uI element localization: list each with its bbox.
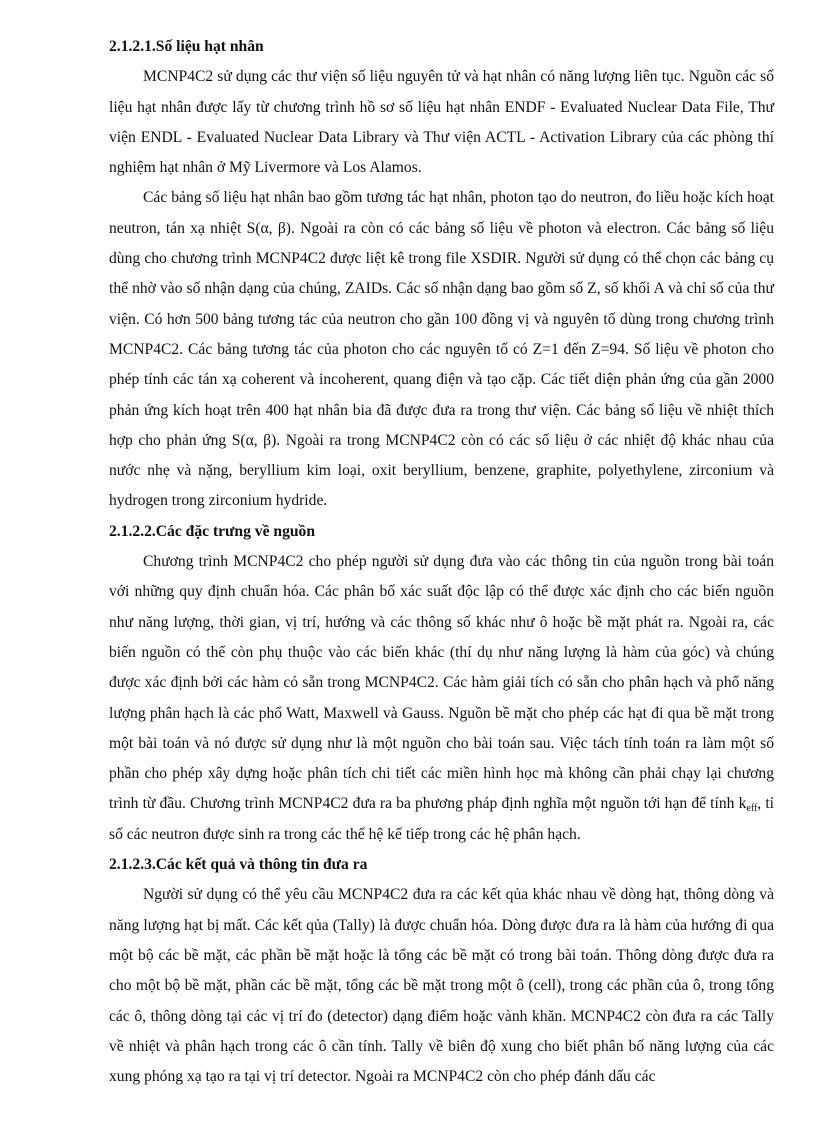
paragraph: Người sử dụng có thể yêu cầu MCNP4C2 đưa ra các kết qủa khác nhau về dòng hạt, thông dòng và năng lượng hạt bị mất. Các kết qủa (Tally) là được chuẩn hóa. Dòng được đưa ra là hàm của hướng đi qua một bộ các bề mặt, các phần bề mặt hoặc là tổng các bề mặt có trong bài toán. Thông dòng được đưa ra cho một bộ bề mặt, phần các bề mặt, tổng các bề mặt trong một ô (cell), trong các phần của ô, trong tổng các ô, thông dòng tại các vị trí đo (detector) dạng điểm hoặc vành khăn. MCNP4C2 còn đưa ra các Tally về nhiệt và phân hạch trong các ô cần tính. Tally về biên độ xung cho biết phân bố năng lượng của các xung phóng xạ tạo ra tại vị trí detector. Ngoài ra MCNP4C2 còn cho phép đánh dấu các (109, 886, 774, 1086)
paragraph: Các bảng số liệu hạt nhân bao gồm tương tác hạt nhân, photon tạo do neutron, đo liều hoặc kích hoạt neutron, tán xạ nhiệt S(α, β). Ngoài ra còn có các bảng số liệu về photon và electron. Các bảng số liệu dùng cho chương trình MCNP4C2 được liệt kê trong file XSDIR. Người sử dụng có thể chọn các bảng cụ thể nhờ vào số nhận dạng của chúng, ZAIDs. Các số nhận dạng bao gồm số Z, số khối A và chỉ số của thư viện. Có hơn 500 bảng tương tác của neutron cho gần 100 đồng vị và nguyên tố dùng trong chương trình MCNP4C2. Các bảng tương tác của photon cho các nguyên tố có Z=1 đến Z=94. Số liệu về photon cho phép tính các tán xạ coherent và incoherent, quang điện và tạo cặp. Các tiết diện phản ứng của gần 2000 phản ứng kích hoạt trên 400 hạt nhân bia đã được đưa ra trong thư viện. Các bảng số liệu về nhiệt thích hợp cho phản ứng S(α, β). Ngoài ra trong MCNP4C2 còn có các số liệu ở các nhiệt độ khác nhau của nước nhẹ và nặng, beryllium kim loại, oxit beryllium, benzene, graphite, polyethylene, zirconium và hydrogen trong zirconium hydride. (109, 189, 774, 510)
paragraph-text: Chương trình MCNP4C2 cho phép người sử dụng đưa vào các thông tin của nguồn trong bài toán với những quy định chuẩn hóa. Các phân bố xác suất độc lập có thể được xác định cho các biến nguồn như năng lượng, thời gian, vị trí, hướng và các thông số khác như ô hoặc bề mặt phát ra. Ngoài ra, các biến nguồn có thể còn phụ thuộc vào các biến khác (thí dụ như năng lượng là hàm của góc) và chúng được xác định bởi các hàm có sẵn trong MCNP4C2. Các hàm giải tích có sẵn cho phân hạch và phổ năng lượng phân hạch là các phổ Watt, Maxwell và Gauss. Nguồn bề mặt cho phép các hạt đi qua bề mặt trong một bài toán và nó được sử dụng như là một nguồn cho bài toán sau. Việc tách tính toán ra làm một số phần cho phép xây dựng hoặc phân tích chi tiết các miền hình học mà không cần phải chạy lại chương trình từ đầu. Chương trình MCNP4C2 đưa ra ba phương pháp định nghĩa một nguồn tới hạn để tính k (109, 553, 774, 813)
section-heading-source-features: 2.1.2.2.Các đặc trưng về nguồn (109, 522, 316, 540)
paragraph (109, 547, 774, 850)
paragraph-text-tail: , tỉ số các neutron được sinh ra trong các thế hệ kế tiếp trong các hệ phân hạch. (109, 795, 774, 843)
k-subscript: eff (746, 803, 758, 815)
paragraph: MCNP4C2 sử dụng các thư viện số liệu nguyên tử và hạt nhân có năng lượng liên tục. Nguồn các số liệu hạt nhân được lấy từ chương trình hồ sơ số liệu hạt nhân ENDF - Evaluated Nuclear Data File, Thư viện ENDL - Evaluated Nuclear Data Library và Thư viện ACTL - Activation Library của các phòng thí nghiệm hạt nhân ở Mỹ Livermore và Los Alamos. (109, 68, 774, 177)
section-heading-nuclear-data: 2.1.2.1.Số liệu hạt nhân (109, 38, 264, 55)
section-heading-results-output: 2.1.2.3.Các kết quả và thông tin đưa ra (109, 856, 368, 874)
document-page (109, 32, 774, 1092)
